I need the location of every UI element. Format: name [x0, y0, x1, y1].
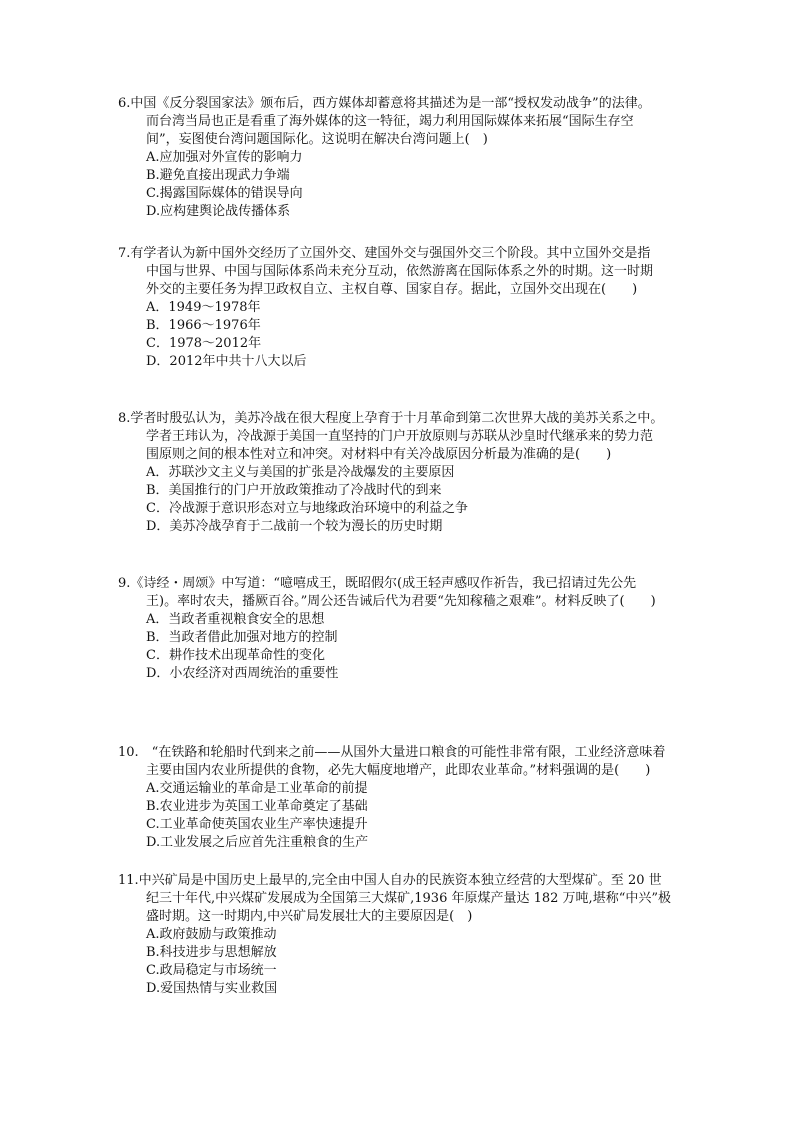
stem-line: 11.中兴矿局是中国历史上最早的,完全由中国人自办的民族资本独立经营的大型煤矿。至 20 世 — [118, 873, 662, 888]
option-a: A.应加强对外宣传的影响力 — [146, 150, 303, 165]
stem-line: 6.中国《反分裂国家法》颁布后，西方媒体却蓄意将其描述为是一部“授权发动战争”的法律。 — [118, 96, 651, 111]
option-a: A.政府鼓励与政策推动 — [146, 927, 277, 942]
question-9 — [118, 575, 708, 683]
option-d: D.爱国热情与实业救国 — [146, 981, 278, 996]
option-b: B．当政者借此加强对地方的控制 — [146, 630, 338, 645]
option-c: C.工业革命使英国农业生产率快速提升 — [146, 817, 368, 832]
option-d: D.应构建舆论战传播体系 — [146, 204, 291, 219]
option-c: C.政局稳定与市场统一 — [146, 963, 277, 978]
question-6 — [118, 95, 708, 221]
stem-line: 纪三十年代,中兴煤矿发展成为全国第三大煤矿,1936 年原煤产量达 182 万吨,堪称“中兴”极 — [146, 891, 671, 906]
question-stem — [118, 95, 708, 149]
stem-line: 主要由国内农业所提供的食物，必先大幅度地增产，此即农业革命。”材料强调的是( ) — [146, 763, 651, 778]
question-7 — [118, 245, 708, 371]
stem-line: 中国与世界、中国与国际体系尚未充分互动，依然游离在国际体系之外的时期。这一时期 — [146, 264, 654, 279]
option-c: C．冷战源于意识形态对立与地缘政治环境中的利益之争 — [146, 501, 468, 516]
stem-line: 8.学者时殷弘认为，美苏冷战在很大程度上孕育于十月革命到第二次世界大战的美苏关系之中。 — [118, 411, 664, 426]
option-c: C．耕作技术出现革命性的变化 — [146, 648, 325, 663]
question-10 — [118, 744, 708, 852]
question-stem — [118, 872, 708, 926]
option-a: A．当政者重视粮食安全的思想 — [146, 612, 325, 627]
option-c: C．1978～2012年 — [146, 336, 262, 351]
stem-line: 学者王玮认为，冷战源于美国一直坚持的门户开放原则与苏联从沙皇时代继承来的势力范 — [146, 429, 654, 444]
option-b: B.农业进步为英国工业革命奠定了基础 — [146, 799, 368, 814]
stem-line: 而台湾当局也正是看重了海外媒体的这一特征，竭力利用国际媒体来拓展“国际生存空 — [146, 114, 634, 129]
stem-line: 围原则之间的根本性对立和冲突。对材料中有关冷战原因分析最为准确的是( ) — [146, 447, 612, 462]
option-c: C.揭露国际媒体的错误导向 — [146, 186, 303, 201]
option-b: B．1966～1976年 — [146, 318, 261, 333]
option-b: B.科技进步与思想解放 — [146, 945, 277, 960]
stem-line: 7.有学者认为新中国外交经历了立国外交、建国外交与强国外交三个阶段。其中立国外交是指 — [118, 246, 651, 261]
question-stem — [118, 744, 708, 780]
stem-line: 间”，妄图使台湾问题国际化。这说明在解决台湾问题上( ) — [146, 132, 488, 147]
option-a: A．苏联沙文主义与美国的扩张是冷战爆发的主要原因 — [146, 465, 455, 480]
question-stem — [118, 575, 708, 611]
stem-line: 9.《诗经・周颂》中写道：“噫嘻成王，既昭假尔(成王轻声感叹作祈告，我已招请过先公先 — [118, 576, 637, 591]
question-11 — [118, 872, 708, 998]
question-stem — [118, 245, 708, 299]
option-d: D．美苏冷战孕育于二战前一个较为漫长的历史时期 — [146, 519, 443, 534]
option-d: D．小农经济对西周统治的重要性 — [146, 666, 339, 681]
stem-line: 王)。率时农夫，播厥百谷。”周公还告诫后代为君要“先知稼穑之艰难”。材料反映了( ) — [146, 594, 656, 609]
stem-line: 10. “在铁路和轮船时代到来之前——从国外大量进口粮食的可能性非常有限，工业经济意味着 — [118, 745, 666, 760]
option-a: A．1949～1978年 — [146, 300, 261, 315]
option-b: B.避免直接出现武力争端 — [146, 168, 290, 183]
option-d: D.工业发展之后应首先注重粮食的生产 — [146, 835, 369, 850]
stem-line: 外交的主要任务为捍卫政权自立、主权自尊、国家自存。据此，立国外交出现在( ) — [146, 282, 638, 297]
question-stem — [118, 410, 708, 464]
option-a: A.交通运输业的革命是工业革命的前提 — [146, 781, 368, 796]
question-8 — [118, 410, 708, 536]
option-d: D．2012年中共十八大以后 — [146, 354, 307, 369]
stem-line: 盛时期。这一时期内,中兴矿局发展壮大的主要原因是( ) — [146, 909, 473, 924]
option-b: B．美国推行的门户开放政策推动了冷战时代的到来 — [146, 483, 442, 498]
